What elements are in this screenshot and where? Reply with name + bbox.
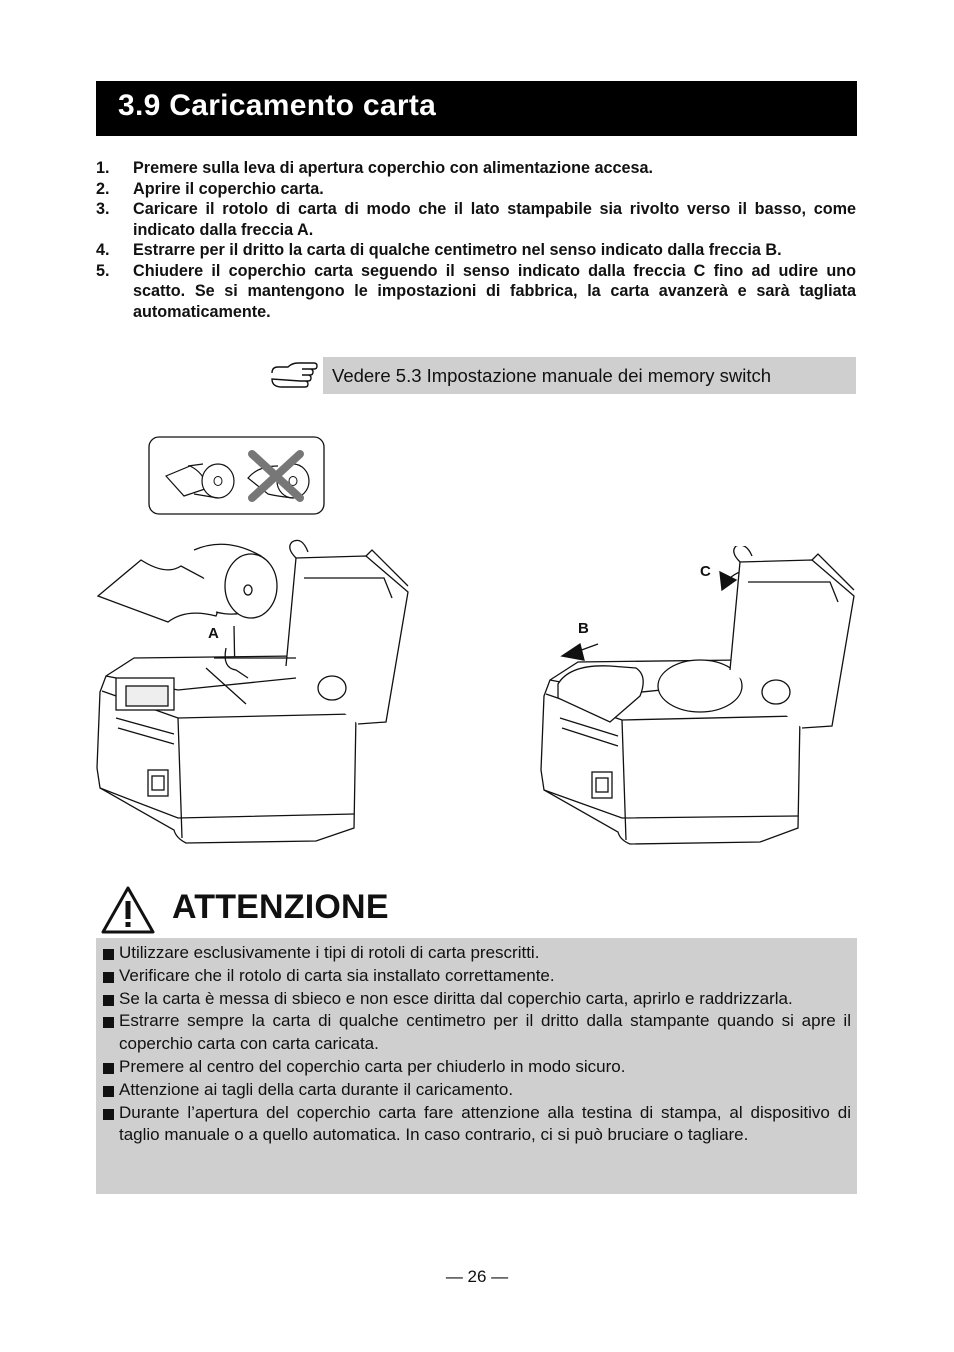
steps-list bbox=[96, 158, 856, 322]
arrow-label-b: B bbox=[578, 620, 589, 637]
printer-closing-figure bbox=[540, 546, 858, 858]
caution-heading bbox=[100, 885, 500, 935]
caution-title: ATTENZIONE bbox=[172, 888, 389, 926]
caution-item: Durante l’apertura del coperchio carta fare attenzione alla testina di stampa, al dispositivo di taglio manuale o a quello automatica. In caso contrario, ci si può bruciare o tagliare. bbox=[102, 1102, 851, 1148]
bullet-square-icon bbox=[103, 995, 114, 1006]
arrow-label-a: A bbox=[208, 625, 219, 642]
step-item: 3. Caricare il rotolo di carta di modo che il lato stampabile sia rivolto verso il basso, come indicato dalla freccia A. bbox=[96, 200, 856, 239]
caution-item: Premere al centro del coperchio carta per chiuderlo in modo sicuro. bbox=[102, 1056, 851, 1079]
printer-loading-figure bbox=[96, 538, 412, 856]
step-item: 4. Estrarre per il dritto la carta di qualche centimetro nel senso indicato dalla freccia B. bbox=[96, 241, 782, 259]
caution-list bbox=[102, 942, 851, 1147]
bullet-square-icon bbox=[103, 1086, 114, 1097]
reference-box bbox=[323, 357, 856, 394]
bullet-square-icon bbox=[103, 972, 114, 983]
caution-item: Verificare che il rotolo di carta sia installato correttamente. bbox=[102, 965, 851, 988]
bullet-square-icon bbox=[103, 1017, 114, 1028]
caution-item: Attenzione ai tagli della carta durante il caricamento. bbox=[102, 1079, 851, 1102]
step-item: 5. Chiudere il coperchio carta seguendo il senso indicato dalla freccia C fino ad udire uno scatto. Se si mantengono le impostazioni di fabbrica, la carta avanzerà e sarà tagliata automaticamente. bbox=[96, 261, 856, 321]
section-title-bar bbox=[96, 81, 857, 136]
step-item: 1. Premere sulla leva di apertura coperchio con alimentazione accesa. bbox=[96, 159, 654, 177]
bullet-square-icon bbox=[103, 949, 114, 960]
step-item: 2. Aprire il coperchio carta. bbox=[96, 179, 324, 198]
arrow-label-c: C bbox=[700, 563, 711, 580]
bullet-square-icon bbox=[103, 1109, 114, 1120]
caution-item: Utilizzare esclusivamente i tipi di rotoli di carta prescritti. bbox=[102, 942, 851, 965]
section-title: 3.9 Caricamento carta bbox=[118, 89, 437, 122]
bullet-square-icon bbox=[103, 1063, 114, 1074]
reference-note bbox=[268, 357, 858, 395]
reference-text: Vedere 5.3 Impostazione manuale dei memory switch bbox=[332, 365, 772, 386]
warning-triangle-icon bbox=[100, 885, 156, 935]
page-number: — 26 — bbox=[445, 1267, 509, 1286]
paper-orientation-figure bbox=[148, 436, 326, 516]
caution-item: Estrarre sempre la carta di qualche centimetro per il dritto dalla stampante quando si apre il coperchio carta con carta caricata. bbox=[102, 1010, 851, 1056]
pointing-hand-icon bbox=[268, 359, 318, 393]
caution-item: Se la carta è messa di sbieco e non esce diritta dal coperchio carta, aprirlo e raddrizzarla. bbox=[102, 988, 851, 1011]
caution-box bbox=[96, 938, 857, 1194]
